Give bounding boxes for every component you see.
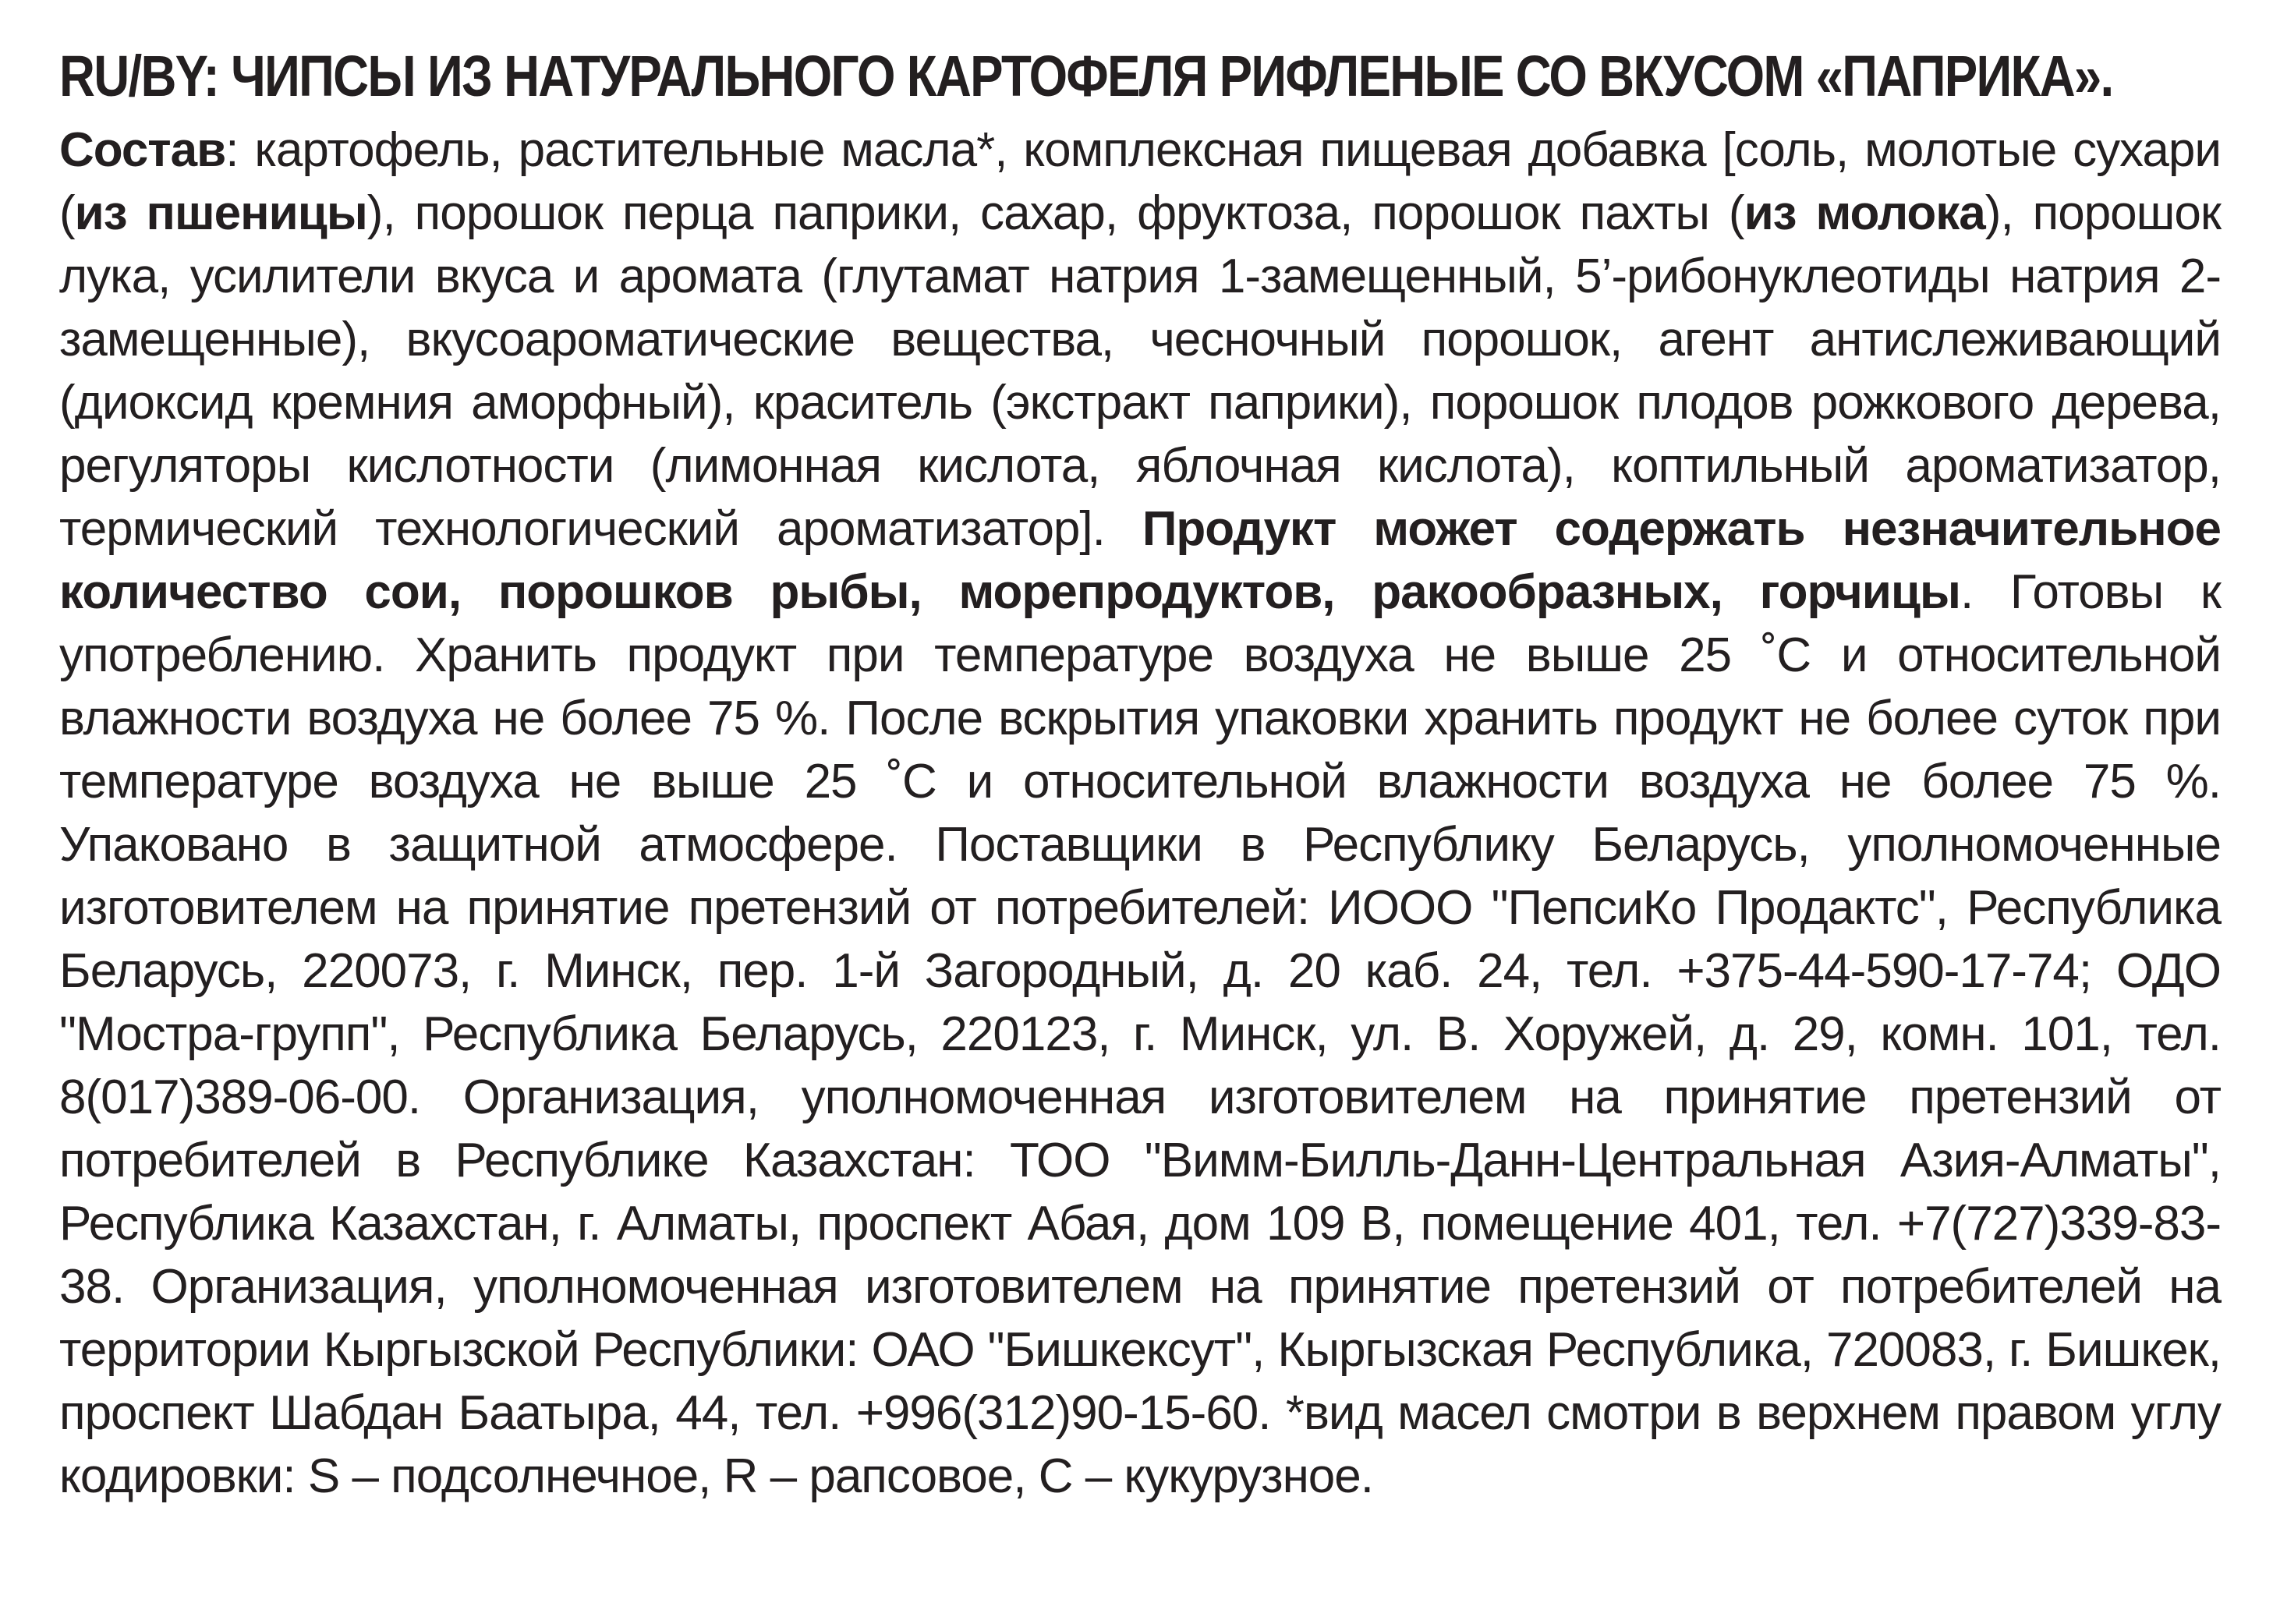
composition-label: Состав <box>59 123 226 177</box>
allergen-wheat: из пшеницы <box>74 186 367 240</box>
product-label <box>59 41 2221 1508</box>
product-title: RU/BY: ЧИПСЫ ИЗ НАТУРАЛЬНОГО КАРТОФЕЛЯ РИФЛЕНЫЕ СО ВКУСОМ «ПАПРИКА». <box>59 44 2113 108</box>
allergen-milk: из молока <box>1744 186 1985 240</box>
composition-part-4: . Готовы к употреблению. Хранить продукт при температуре воздуха не выше 25 ˚С и относительной влажности воздуха не более 75 %. После вскрытия упаковки хранить продукт не более суток при температуре воздуха не выше 25 ˚С и относительной влажности воздуха не более 75 %. Упаковано в защитной атмосфере. Поставщики в Республику Беларусь, уполномоченные изготовителем на принятие претензий от потребителей: ИООО "ПепсиКо Продактс", Республика Беларусь, 220073, г. Минск, пер. 1-й Загородный, д. 20 каб. 24, тел. +375-44-590-17-74; ОДО "Мостра-групп", Республика Беларусь, 220123, г. Минск, ул. В. Хоружей, д. 29, комн. 101, тел. 8(017)389-06-00. Организация, уполномоченная изготовителем на принятие претензий от потребителей в Республике Казахстан: ТОО "Вимм-Билль-Данн-Центральная Азия-Алматы", Республика Казахстан, г. Алматы, проспект Абая, дом 109 В, помещение 401, тел. +7(727)339-83-38. Организация, уполномоченная изготовителем на принятие претензий от потребителей на территории Кыргызской Республики: ОАО "Бишкексут", Кыргызская Республика, 720083, г. Бишкек, проспект Шабдан Баатыра, 44, тел. +996(312)90-15-60. *вид масел смотри в верхнем правом углу кодировки: S – подсолнечное, R – рапсовое, С – кукурузное. <box>59 565 2221 1503</box>
allergen-warning: Продукт может содержать незначительное количество сои, порошков рыбы, морепродуктов, ракообразных, горчицы <box>59 502 2221 619</box>
composition-part-2: ), порошок перца паприки, сахар, фруктоза, порошок пахты ( <box>366 186 1744 240</box>
composition-part-1: : картофель, растительные масла*, комплексная пищевая добавка [соль, молотые сухари ( <box>59 123 2221 240</box>
composition-text <box>59 119 2221 1508</box>
composition-part-3: ), порошок лука, усилители вкуса и аромата (глутамат натрия 1-замещенный, 5’-рибонуклеотиды натрия 2-замещенные), вкусоароматические вещества, чесночный порошок, агент антислеживающий (диоксид кремния аморфный), краситель (экстракт паприки), порошок плодов рожкового дерева, регуляторы кислотности (лимонная кислота, яблочная кислота), коптильный ароматизатор, термический технологический ароматизатор]. <box>59 186 2221 556</box>
